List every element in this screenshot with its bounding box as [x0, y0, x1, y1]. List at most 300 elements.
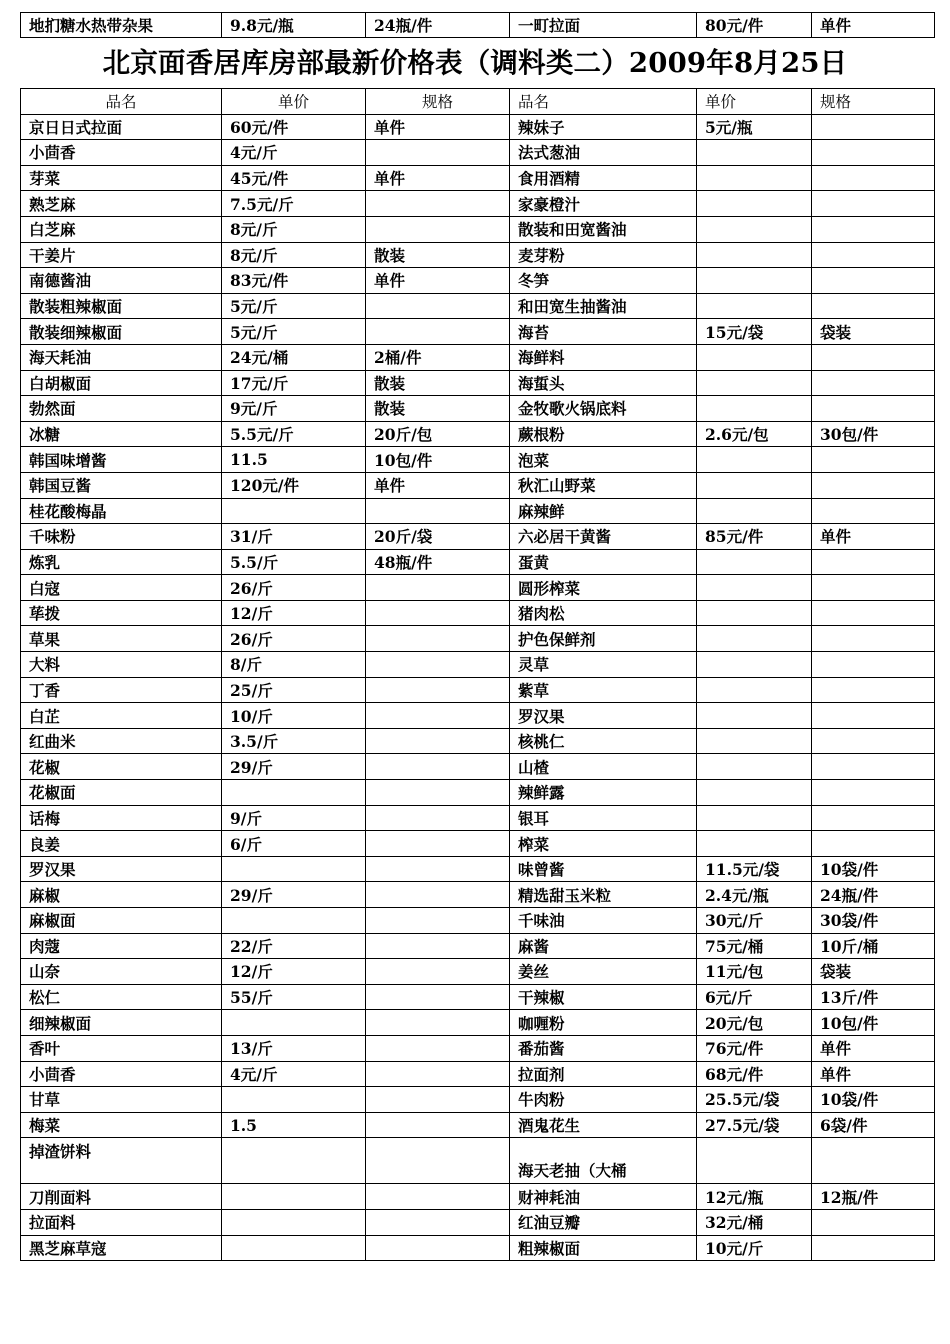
table-cell: 白芝麻 [21, 216, 222, 242]
table-cell: 芽菜 [21, 165, 222, 191]
price-table [20, 88, 935, 1261]
table-cell [812, 575, 935, 601]
table-cell [697, 600, 812, 626]
table-cell: 灵草 [510, 652, 697, 678]
table-cell: 冬笋 [510, 268, 697, 294]
table-cell: 罗汉果 [510, 703, 697, 729]
table-row [21, 831, 935, 857]
table-cell: 海天老抽（大桶 [510, 1138, 697, 1184]
table-cell [222, 498, 366, 524]
table-cell [366, 600, 510, 626]
table-cell: 散装 [366, 370, 510, 396]
table-cell: 炼乳 [21, 549, 222, 575]
table-cell [366, 984, 510, 1010]
table-cell [812, 1209, 935, 1235]
table-cell: 32元/桶 [697, 1209, 812, 1235]
table-cell: 10包/件 [812, 1010, 935, 1036]
table-cell: 6袋/件 [812, 1112, 935, 1138]
table-cell: 海苔 [510, 319, 697, 345]
table-cell: 红曲米 [21, 728, 222, 754]
table-cell: 千味粉 [21, 524, 222, 550]
table-cell [812, 447, 935, 473]
table-cell: 松仁 [21, 984, 222, 1010]
table-cell: 紫草 [510, 677, 697, 703]
table-row [21, 1010, 935, 1036]
table-cell [812, 268, 935, 294]
table-cell: 13斤/件 [812, 984, 935, 1010]
table-cell: 10/斤 [222, 703, 366, 729]
table-cell [812, 600, 935, 626]
table-cell: 良姜 [21, 831, 222, 857]
table-cell: 10袋/件 [812, 856, 935, 882]
table-cell: 11.5 [222, 447, 366, 473]
table-cell: 泡菜 [510, 447, 697, 473]
table-cell: 5元/瓶 [697, 114, 812, 140]
table-cell: 75元/桶 [697, 933, 812, 959]
table-cell: 话梅 [21, 805, 222, 831]
table-cell [697, 370, 812, 396]
table-cell: 散装和田宽酱油 [510, 216, 697, 242]
table-cell [812, 216, 935, 242]
table-cell: 2桶/件 [366, 344, 510, 370]
table-cell: 55/斤 [222, 984, 366, 1010]
table-cell: 一町拉面 [510, 13, 697, 38]
table-cell [697, 754, 812, 780]
table-cell [812, 242, 935, 268]
table-cell: 秋汇山野菜 [510, 472, 697, 498]
table-cell: 草果 [21, 626, 222, 652]
table-row [21, 600, 935, 626]
table-cell: 4元/斤 [222, 140, 366, 166]
table-cell [222, 856, 366, 882]
table-cell [366, 1035, 510, 1061]
table-cell: 9元/斤 [222, 396, 366, 422]
table-cell [366, 754, 510, 780]
table-cell [366, 1184, 510, 1210]
column-header: 单价 [222, 89, 366, 115]
table-cell: 桂花酸梅晶 [21, 498, 222, 524]
table-row [21, 421, 935, 447]
table-cell: 酒鬼花生 [510, 1112, 697, 1138]
table-cell: 红油豆瓣 [510, 1209, 697, 1235]
table-cell [366, 216, 510, 242]
top-row-table [20, 12, 935, 38]
table-cell: 48瓶/件 [366, 549, 510, 575]
table-row [21, 1061, 935, 1087]
table-row [21, 524, 935, 550]
table-cell: 梅菜 [21, 1112, 222, 1138]
table-cell: 法式葱油 [510, 140, 697, 166]
table-cell [366, 1061, 510, 1087]
column-header: 品名 [510, 89, 697, 115]
table-cell: 白胡椒面 [21, 370, 222, 396]
table-cell [812, 293, 935, 319]
table-cell [366, 882, 510, 908]
table-cell: 海蜇头 [510, 370, 697, 396]
table-row [21, 293, 935, 319]
table-cell: 干辣椒 [510, 984, 697, 1010]
table-row [21, 1184, 935, 1210]
table-cell: 3.5/斤 [222, 728, 366, 754]
table-cell: 单件 [812, 1035, 935, 1061]
table-row [21, 13, 935, 38]
table-cell: 10包/件 [366, 447, 510, 473]
table-cell [697, 472, 812, 498]
table-cell [222, 1138, 366, 1184]
table-cell [366, 1209, 510, 1235]
table-cell: 黑芝麻草寇 [21, 1235, 222, 1261]
table-cell: 地扪糖水热带杂果 [21, 13, 222, 38]
table-cell [812, 754, 935, 780]
table-cell: 麻椒面 [21, 908, 222, 934]
table-row [21, 1112, 935, 1138]
table-cell: 韩国豆酱 [21, 472, 222, 498]
table-row [21, 165, 935, 191]
table-cell: 细辣椒面 [21, 1010, 222, 1036]
table-cell: 10元/斤 [697, 1235, 812, 1261]
table-cell [697, 344, 812, 370]
table-cell: 小茴香 [21, 140, 222, 166]
table-cell: 29/斤 [222, 882, 366, 908]
table-cell: 海天耗油 [21, 344, 222, 370]
table-row [21, 268, 935, 294]
table-cell: 9.8元/瓶 [222, 13, 366, 38]
table-cell [697, 396, 812, 422]
table-cell: 冰糖 [21, 421, 222, 447]
table-row [21, 1209, 935, 1235]
table-cell: 24瓶/件 [366, 13, 510, 38]
table-row [21, 703, 935, 729]
table-cell: 2.6元/包 [697, 421, 812, 447]
column-header: 单价 [697, 89, 812, 115]
table-cell: 11元/包 [697, 959, 812, 985]
table-row [21, 1087, 935, 1113]
table-cell: 白芷 [21, 703, 222, 729]
table-cell: 蕨根粉 [510, 421, 697, 447]
table-cell: 财神耗油 [510, 1184, 697, 1210]
table-cell [697, 652, 812, 678]
table-cell: 27.5元/袋 [697, 1112, 812, 1138]
table-cell [812, 114, 935, 140]
table-cell [366, 140, 510, 166]
table-cell [812, 191, 935, 217]
table-cell: 大料 [21, 652, 222, 678]
table-cell [812, 1138, 935, 1184]
table-cell [697, 191, 812, 217]
table-header-row [21, 89, 935, 115]
table-cell: 5.5/斤 [222, 549, 366, 575]
table-cell [697, 216, 812, 242]
table-cell: 干姜片 [21, 242, 222, 268]
table-cell: 12瓶/件 [812, 1184, 935, 1210]
table-cell [697, 447, 812, 473]
table-cell [812, 780, 935, 806]
table-cell: 辣鲜露 [510, 780, 697, 806]
table-row [21, 575, 935, 601]
table-row [21, 370, 935, 396]
table-row [21, 677, 935, 703]
table-cell [697, 626, 812, 652]
table-cell [697, 728, 812, 754]
table-cell [366, 856, 510, 882]
table-cell: 拉面料 [21, 1209, 222, 1235]
table-cell [697, 703, 812, 729]
table-cell [697, 268, 812, 294]
table-cell: 姜丝 [510, 959, 697, 985]
table-cell: 韩国味增酱 [21, 447, 222, 473]
table-cell [697, 165, 812, 191]
table-cell: 11.5元/袋 [697, 856, 812, 882]
table-cell: 猪肉松 [510, 600, 697, 626]
table-cell: 30元/斤 [697, 908, 812, 934]
table-cell: 散装 [366, 396, 510, 422]
table-cell: 6元/斤 [697, 984, 812, 1010]
table-cell [812, 1235, 935, 1261]
table-cell [222, 1010, 366, 1036]
table-row [21, 882, 935, 908]
table-cell: 12元/瓶 [697, 1184, 812, 1210]
table-cell: 8元/斤 [222, 242, 366, 268]
table-cell: 4元/斤 [222, 1061, 366, 1087]
table-cell: 20元/包 [697, 1010, 812, 1036]
table-cell: 31/斤 [222, 524, 366, 550]
table-cell [366, 1112, 510, 1138]
table-cell [697, 805, 812, 831]
table-cell [366, 933, 510, 959]
table-cell [366, 1010, 510, 1036]
table-cell: 海鲜料 [510, 344, 697, 370]
table-cell [366, 831, 510, 857]
table-cell [366, 1087, 510, 1113]
table-cell: 山奈 [21, 959, 222, 985]
table-cell: 5元/斤 [222, 293, 366, 319]
table-cell: 5.5元/斤 [222, 421, 366, 447]
table-cell: 蛋黄 [510, 549, 697, 575]
table-cell: 25/斤 [222, 677, 366, 703]
table-cell: 单件 [366, 268, 510, 294]
table-cell: 白寇 [21, 575, 222, 601]
table-row [21, 344, 935, 370]
table-row [21, 447, 935, 473]
table-row [21, 1235, 935, 1261]
table-cell: 单件 [812, 13, 935, 38]
table-cell: 5元/斤 [222, 319, 366, 345]
table-cell [697, 293, 812, 319]
table-cell: 30袋/件 [812, 908, 935, 934]
table-row [21, 242, 935, 268]
table-cell: 12/斤 [222, 600, 366, 626]
table-cell: 番茄酱 [510, 1035, 697, 1061]
table-cell [812, 549, 935, 575]
table-cell: 粗辣椒面 [510, 1235, 697, 1261]
table-cell [697, 677, 812, 703]
table-cell: 散装粗辣椒面 [21, 293, 222, 319]
table-cell: 单件 [366, 165, 510, 191]
table-cell [812, 831, 935, 857]
table-cell: 家豪橙汁 [510, 191, 697, 217]
table-cell [366, 1235, 510, 1261]
table-cell [812, 344, 935, 370]
table-cell: 南德酱油 [21, 268, 222, 294]
table-cell: 和田宽生抽酱油 [510, 293, 697, 319]
table-cell: 牛肉粉 [510, 1087, 697, 1113]
table-cell: 2.4元/瓶 [697, 882, 812, 908]
table-cell: 金牧歌火锅底料 [510, 396, 697, 422]
table-cell: 26/斤 [222, 575, 366, 601]
table-cell [222, 780, 366, 806]
table-cell: 袋装 [812, 959, 935, 985]
table-cell: 刀削面料 [21, 1184, 222, 1210]
table-cell: 山楂 [510, 754, 697, 780]
table-cell [812, 703, 935, 729]
table-cell: 83元/件 [222, 268, 366, 294]
table-cell: 拉面剂 [510, 1061, 697, 1087]
table-cell: 7.5元/斤 [222, 191, 366, 217]
table-row [21, 216, 935, 242]
table-cell: 68元/件 [697, 1061, 812, 1087]
table-cell [222, 1209, 366, 1235]
table-cell: 掉渣饼料 [21, 1138, 222, 1184]
table-cell: 京日日式拉面 [21, 114, 222, 140]
table-cell [366, 959, 510, 985]
table-cell [812, 498, 935, 524]
table-cell [697, 575, 812, 601]
table-cell: 80元/件 [697, 13, 812, 38]
table-cell: 单件 [812, 524, 935, 550]
table-cell [366, 652, 510, 678]
table-cell: 12/斤 [222, 959, 366, 985]
table-row [21, 549, 935, 575]
table-row [21, 805, 935, 831]
table-cell [366, 908, 510, 934]
table-cell: 22/斤 [222, 933, 366, 959]
table-cell: 1.5 [222, 1112, 366, 1138]
table-cell [812, 728, 935, 754]
table-cell [366, 1138, 510, 1184]
table-cell: 圆形榨菜 [510, 575, 697, 601]
table-cell: 24瓶/件 [812, 882, 935, 908]
table-cell [366, 677, 510, 703]
table-cell: 29/斤 [222, 754, 366, 780]
table-row [21, 472, 935, 498]
table-cell: 散装细辣椒面 [21, 319, 222, 345]
table-cell: 罗汉果 [21, 856, 222, 882]
column-header: 品名 [21, 89, 222, 115]
table-row [21, 652, 935, 678]
table-cell [812, 370, 935, 396]
table-cell: 荜拨 [21, 600, 222, 626]
table-cell [366, 498, 510, 524]
table-cell: 单件 [366, 472, 510, 498]
table-cell [697, 831, 812, 857]
table-cell [366, 293, 510, 319]
table-cell: 60元/件 [222, 114, 366, 140]
table-cell [697, 498, 812, 524]
table-cell: 45元/件 [222, 165, 366, 191]
table-row [21, 1138, 935, 1184]
table-cell: 麻椒 [21, 882, 222, 908]
table-row [21, 728, 935, 754]
table-cell [366, 703, 510, 729]
table-row [21, 959, 935, 985]
table-cell: 20斤/袋 [366, 524, 510, 550]
table-cell: 银耳 [510, 805, 697, 831]
table-row [21, 191, 935, 217]
table-cell: 千味油 [510, 908, 697, 934]
table-cell: 食用酒精 [510, 165, 697, 191]
table-cell [366, 319, 510, 345]
table-cell [812, 677, 935, 703]
table-row [21, 114, 935, 140]
table-cell: 散装 [366, 242, 510, 268]
table-cell: 76元/件 [697, 1035, 812, 1061]
table-cell: 肉蔻 [21, 933, 222, 959]
table-cell: 丁香 [21, 677, 222, 703]
table-row [21, 908, 935, 934]
table-cell [366, 805, 510, 831]
table-cell: 17元/斤 [222, 370, 366, 396]
table-row [21, 1035, 935, 1061]
page-title: 北京面香居库房部最新价格表（调料类二）2009年8月25日 [102, 47, 848, 79]
table-cell: 26/斤 [222, 626, 366, 652]
table-cell: 25.5元/袋 [697, 1087, 812, 1113]
table-cell: 勃然面 [21, 396, 222, 422]
table-row [21, 754, 935, 780]
table-cell: 24元/桶 [222, 344, 366, 370]
table-row [21, 396, 935, 422]
table-cell: 85元/件 [697, 524, 812, 550]
table-cell [366, 575, 510, 601]
column-header: 规格 [366, 89, 510, 115]
table-cell [812, 396, 935, 422]
table-cell: 麦芽粉 [510, 242, 697, 268]
table-row [21, 933, 935, 959]
table-cell: 120元/件 [222, 472, 366, 498]
table-cell [366, 728, 510, 754]
table-cell: 味曾酱 [510, 856, 697, 882]
table-cell: 护色保鲜剂 [510, 626, 697, 652]
table-cell: 13/斤 [222, 1035, 366, 1061]
table-cell: 8/斤 [222, 652, 366, 678]
column-header: 规格 [812, 89, 935, 115]
table-cell: 六必居干黄酱 [510, 524, 697, 550]
table-cell: 袋装 [812, 319, 935, 345]
table-cell [222, 1184, 366, 1210]
table-cell [366, 191, 510, 217]
table-cell [697, 1138, 812, 1184]
table-cell: 核桃仁 [510, 728, 697, 754]
table-row [21, 984, 935, 1010]
table-cell: 8元/斤 [222, 216, 366, 242]
table-row [21, 780, 935, 806]
table-row [21, 856, 935, 882]
table-cell: 甘草 [21, 1087, 222, 1113]
table-cell: 麻辣鲜 [510, 498, 697, 524]
table-cell: 20斤/包 [366, 421, 510, 447]
table-cell [697, 242, 812, 268]
table-cell [697, 549, 812, 575]
table-cell [812, 626, 935, 652]
table-cell [697, 140, 812, 166]
table-cell [812, 805, 935, 831]
table-row [21, 498, 935, 524]
table-cell [366, 626, 510, 652]
table-cell: 熟芝麻 [21, 191, 222, 217]
table-cell [222, 1235, 366, 1261]
table-cell [812, 652, 935, 678]
table-row [21, 626, 935, 652]
table-cell: 花椒 [21, 754, 222, 780]
